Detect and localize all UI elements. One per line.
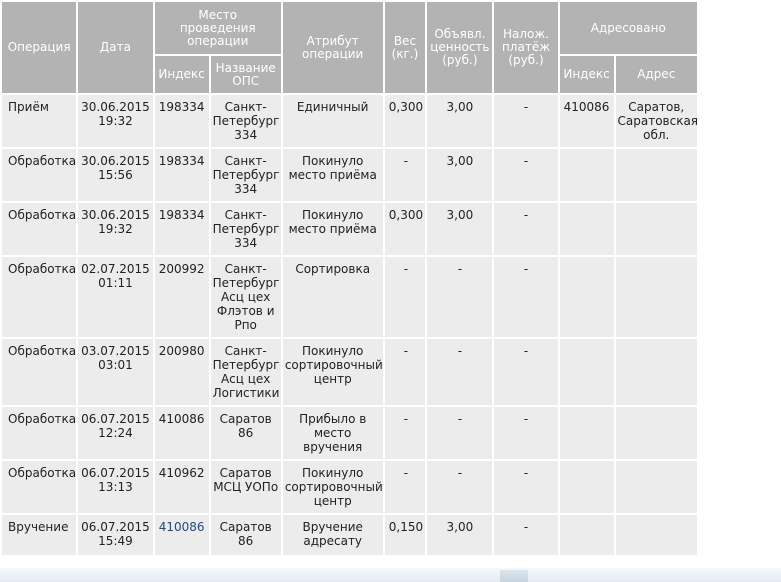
table-row (2, 257, 697, 337)
date-cell: 30.06.2015 15:56 (78, 149, 152, 201)
cod-cell-text: - (523, 466, 529, 480)
addr-address-cell (616, 461, 698, 513)
header-date: Дата (78, 2, 152, 93)
declared-value-cell-text: 3,00 (446, 154, 474, 168)
bottom-panel-accent (500, 570, 528, 582)
cod-cell (494, 203, 557, 255)
declared-value-cell-text: - (457, 262, 463, 276)
table-row (2, 149, 697, 201)
weight-cell-text: 0,300 (388, 100, 424, 114)
cod-cell-text: - (523, 520, 529, 534)
operation-cell-text: Обработка (8, 412, 77, 426)
header-attribute: Атрибут операции (283, 2, 383, 93)
place-name-cell: Санкт- Петербург 334 (211, 95, 281, 147)
declared-value-cell (427, 461, 492, 513)
operation-cell-text: Обработка (8, 154, 77, 168)
table-row (2, 515, 697, 555)
table-row (2, 203, 697, 255)
cod-cell (494, 461, 557, 513)
addr-address-cell (616, 257, 698, 337)
header-declared-value: Объявл. ценность (руб.) (427, 2, 492, 93)
addr-address-cell (616, 515, 698, 555)
place-index-cell-text: 198334 (158, 100, 205, 114)
declared-value-cell-text: 3,00 (446, 520, 474, 534)
header-addr-index: Индекс (560, 56, 614, 93)
header-weight: Вес (кг.) (385, 2, 426, 93)
place-index-cell (155, 407, 209, 459)
cod-cell (494, 407, 557, 459)
operation-cell (2, 461, 76, 513)
declared-value-cell (427, 407, 492, 459)
place-index-cell-text: 410962 (158, 466, 205, 480)
operation-cell-text: Вручение (8, 520, 69, 534)
operation-cell (2, 339, 76, 405)
place-name-cell: Санкт- Петербург 334 (211, 203, 281, 255)
place-index-cell (155, 339, 209, 405)
weight-cell (385, 515, 426, 555)
table-header (2, 2, 697, 93)
place-index-cell-text[interactable]: 410086 (158, 520, 205, 534)
addr-index-cell (560, 95, 614, 147)
addr-index-cell (560, 339, 614, 405)
operation-cell-text: Обработка (8, 208, 77, 222)
place-index-cell (155, 461, 209, 513)
weight-cell (385, 149, 426, 201)
weight-cell-text: - (403, 262, 409, 276)
attribute-cell: Сортировка (283, 257, 383, 337)
cod-cell-text: - (523, 412, 529, 426)
weight-cell-text: 0,150 (388, 520, 424, 534)
attribute-cell: Единичный (283, 95, 383, 147)
declared-value-cell (427, 339, 492, 405)
cod-cell (494, 257, 557, 337)
operation-cell-text: Приём (8, 100, 49, 114)
weight-cell-text: - (403, 154, 409, 168)
cod-cell-text: - (523, 154, 529, 168)
date-cell: 06.07.2015 13:13 (78, 461, 152, 513)
cod-cell (494, 515, 557, 555)
place-index-cell (155, 149, 209, 201)
date-cell: 30.06.2015 19:32 (78, 95, 152, 147)
attribute-cell: Покинуло сортировочный центр (283, 461, 383, 513)
operation-cell (2, 203, 76, 255)
addr-index-cell-text: 410086 (563, 100, 610, 114)
declared-value-cell-text: - (457, 344, 463, 358)
addr-address-cell (616, 203, 698, 255)
attribute-cell: Покинуло место приёма (283, 203, 383, 255)
place-name-cell: Саратов 86 (211, 407, 281, 459)
place-index-cell (155, 257, 209, 337)
declared-value-cell (427, 149, 492, 201)
addr-address-cell (616, 339, 698, 405)
addr-index-cell (560, 257, 614, 337)
attribute-cell: Вручение адресату (283, 515, 383, 555)
cod-cell-text: - (523, 100, 529, 114)
date-cell: 02.07.2015 01:11 (78, 257, 152, 337)
place-index-cell-text: 198334 (158, 208, 205, 222)
place-index-cell-text: 410086 (158, 412, 205, 426)
place-index-cell-text: 200992 (158, 262, 205, 276)
declared-value-cell-text: 3,00 (446, 208, 474, 222)
place-index-cell-text: 198334 (158, 154, 205, 168)
operation-cell (2, 149, 76, 201)
place-name-cell: Саратов 86 (211, 515, 281, 555)
place-index-cell (155, 95, 209, 147)
cod-cell-text: - (523, 344, 529, 358)
weight-cell (385, 339, 426, 405)
place-name-cell: Санкт- Петербург Асц цех Логистики (211, 339, 281, 405)
table-row (2, 339, 697, 405)
attribute-cell: Покинуло сортировочный центр (283, 339, 383, 405)
weight-cell-text: - (403, 412, 409, 426)
operation-cell-text: Обработка (8, 262, 77, 276)
operation-cell-text: Обработка (8, 344, 77, 358)
declared-value-cell (427, 203, 492, 255)
declared-value-cell (427, 515, 492, 555)
addr-address-cell: Саратов, Саратовская обл. (616, 95, 698, 147)
addr-address-cell (616, 407, 698, 459)
operation-cell (2, 257, 76, 337)
table-row (2, 407, 697, 459)
weight-cell (385, 461, 426, 513)
declared-value-cell (427, 95, 492, 147)
weight-cell (385, 95, 426, 147)
weight-cell (385, 203, 426, 255)
operation-cell-text: Обработка (8, 466, 77, 480)
addr-address-cell (616, 149, 698, 201)
weight-cell (385, 407, 426, 459)
declared-value-cell (427, 257, 492, 337)
header-addressed: Адресовано (560, 2, 697, 54)
header-cod: Налож. платёж (руб.) (494, 2, 557, 93)
operation-cell (2, 407, 76, 459)
operation-cell (2, 515, 76, 555)
cod-cell (494, 339, 557, 405)
addr-index-cell (560, 149, 614, 201)
place-name-cell: Саратов МСЦ УОПо (211, 461, 281, 513)
weight-cell-text: 0,300 (388, 208, 424, 222)
declared-value-cell-text: 3,00 (446, 100, 474, 114)
header-addr-address: Адрес (616, 56, 698, 93)
place-index-cell-text: 200980 (158, 344, 205, 358)
weight-cell (385, 257, 426, 337)
weight-cell-text: - (403, 466, 409, 480)
attribute-cell: Покинуло место приёма (283, 149, 383, 201)
header-place-index: Индекс (155, 56, 209, 93)
date-cell: 03.07.2015 03:01 (78, 339, 152, 405)
place-name-cell: Санкт- Петербург Асц цех Флэтов и Рпо (211, 257, 281, 337)
addr-index-cell (560, 407, 614, 459)
bottom-panel-edge (0, 568, 781, 582)
addr-index-cell (560, 461, 614, 513)
cod-cell-text: - (523, 262, 529, 276)
date-cell: 06.07.2015 12:24 (78, 407, 152, 459)
cod-cell-text: - (523, 208, 529, 222)
table-row (2, 461, 697, 513)
header-operation: Операция (2, 2, 76, 93)
header-place-name: Название ОПС (211, 56, 281, 93)
table-row (2, 95, 697, 147)
cod-cell (494, 95, 557, 147)
declared-value-cell-text: - (457, 412, 463, 426)
cod-cell (494, 149, 557, 201)
declared-value-cell-text: - (457, 466, 463, 480)
date-cell: 06.07.2015 15:49 (78, 515, 152, 555)
weight-cell-text: - (403, 344, 409, 358)
date-cell: 30.06.2015 19:32 (78, 203, 152, 255)
table-body (2, 95, 697, 555)
attribute-cell: Прибыло в место вручения (283, 407, 383, 459)
addr-index-cell (560, 203, 614, 255)
header-place: Место проведения операции (155, 2, 281, 54)
place-index-cell (155, 203, 209, 255)
addr-index-cell (560, 515, 614, 555)
operation-cell (2, 95, 76, 147)
place-index-cell (155, 515, 209, 555)
place-name-cell: Санкт- Петербург 334 (211, 149, 281, 201)
